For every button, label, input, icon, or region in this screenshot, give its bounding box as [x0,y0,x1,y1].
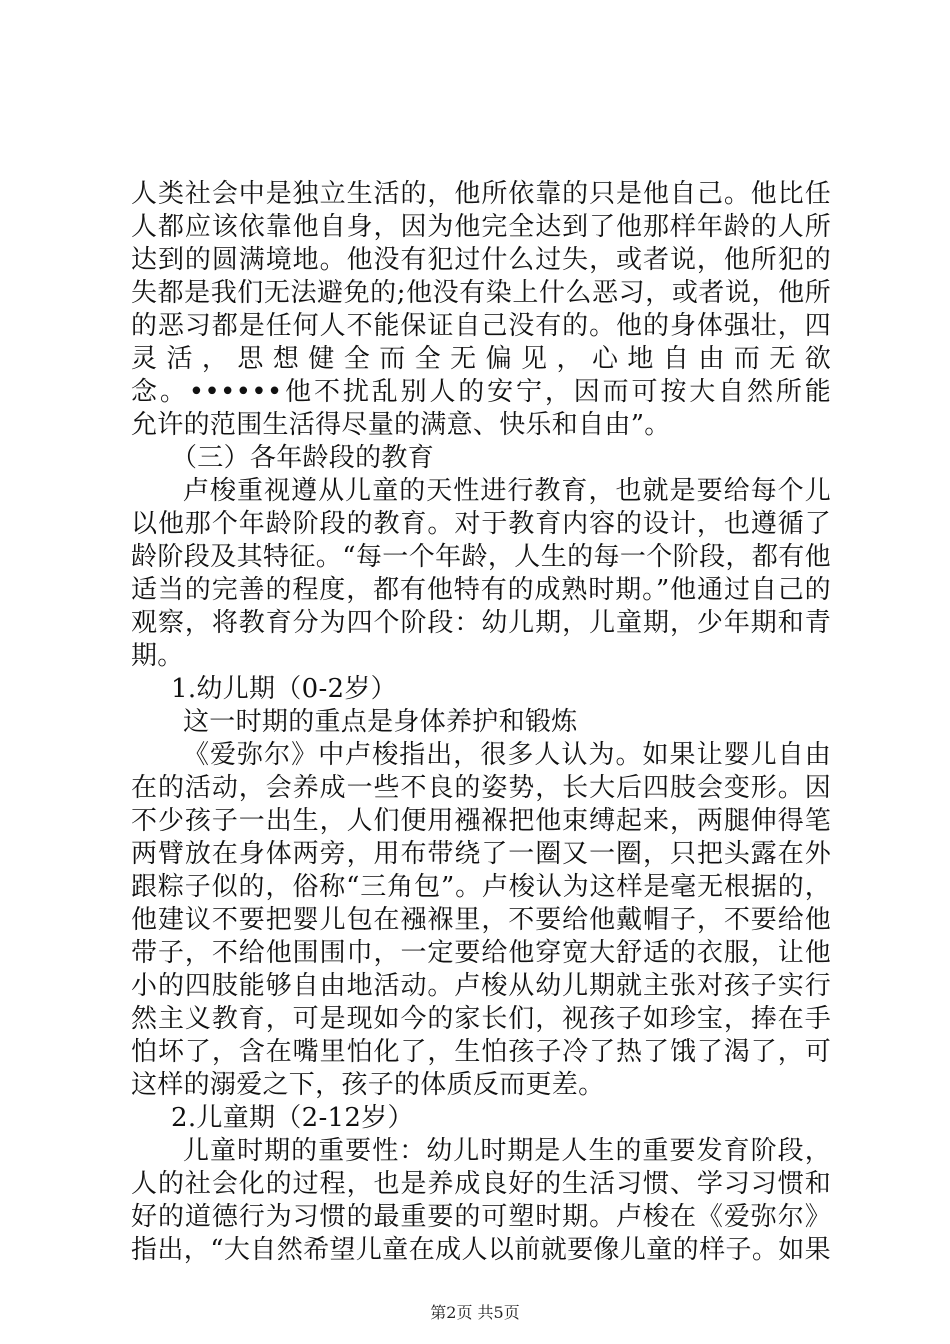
text-line: 怕坏了，含在嘴里怕化了，生怕孩子冷了热了饿了渴了，可 [131,1037,831,1067]
text-line: 这样的溺爱之下，孩子的体质反而更差。 [131,1070,605,1100]
text-line: 这一时期的重点是身体养护和锻炼 [183,707,578,737]
section-heading: （三）各年龄段的教育 [171,443,435,473]
text-line: 两臂放在身体两旁，用布带绕了一圈又一圈，只把头露在外 [131,839,831,869]
text-line: 观察，将教育分为四个阶段：幼儿期，儿童期，少年期和青 [131,608,831,638]
text-line: 指出，“大自然希望儿童在成人以前就要像儿童的样子。如果 [131,1235,831,1265]
text-line: 的恶习都是任何人不能保证自己没有的。他的身体强壮，四 [131,311,831,341]
subsection-heading: 2.儿童期（2-12岁） [171,1103,414,1133]
text-line: 跟粽子似的，俗称“三角包”。卢梭认为这样是毫无根据的， [131,872,831,902]
text-line: 灵 活 ， 思 想 健 全 而 全 无 偏 见 ， 心 地 自 由 而 无 欲 [131,344,831,374]
text-line: 允许的范围生活得尽量的满意、快乐和自由”。 [131,410,671,440]
text-line: 儿童时期的重要性：幼儿时期是人生的重要发育阶段， [183,1136,831,1166]
text-line: 他建议不要把婴儿包在襁褓里，不要给他戴帽子，不要给他 [131,905,831,935]
text-line: 达到的圆满境地。他没有犯过什么过失，或者说，他所犯的 [131,245,831,275]
text-line: 念。••••••他不扰乱别人的安宁，因而可按大自然所能 [131,377,831,407]
text-line: 适当的完善的程度，都有他特有的成熟时期。”他通过自己的 [131,575,831,605]
text-line: 人的社会化的过程，也是养成良好的生活习惯、学习习惯和 [131,1169,831,1199]
text-line: 人类社会中是独立生活的，他所依靠的只是他自己。他比任 [131,179,831,209]
text-line: 好的道德行为习惯的最重要的可塑时期。卢梭在《爱弥尔》 [131,1202,831,1232]
body-text [131,178,831,1267]
text-line: 带子，不给他围围巾，一定要给他穿宽大舒适的衣服，让他 [131,938,831,968]
text-line: 在的活动，会养成一些不良的姿势，长大后四肢会变形。因 [131,773,831,803]
subsection-heading: 1.幼儿期（0-2岁） [171,674,397,704]
page-number-footer: 第2页 共5页 [430,1303,520,1322]
text-line: 小的四肢能够自由地活动。卢梭从幼儿期就主张对孩子实行 [131,971,831,1001]
text-line: 人都应该依靠他自身，因为他完全达到了他那样年龄的人所 [131,212,831,242]
text-line: 龄阶段及其特征。“每一个年龄，人生的每一个阶段，都有他 [131,542,831,572]
text-line: 期。 [131,641,184,671]
text-line: 然主义教育，可是现如今的家长们，视孩子如珍宝，捧在手 [131,1004,831,1034]
text-line: 以他那个年龄阶段的教育。对于教育内容的设计，也遵循了 [131,509,831,539]
text-line: 卢梭重视遵从儿童的天性进行教育，也就是要给每个儿 [183,476,831,506]
text-line: 《爱弥尔》中卢梭指出，很多人认为。如果让婴儿自由 [183,740,831,770]
text-line: 失都是我们无法避免的;他没有染上什么恶习，或者说，他所 [131,278,831,308]
text-line: 不少孩子一出生，人们便用襁褓把他束缚起来，两腿伸得笔 [131,806,831,836]
